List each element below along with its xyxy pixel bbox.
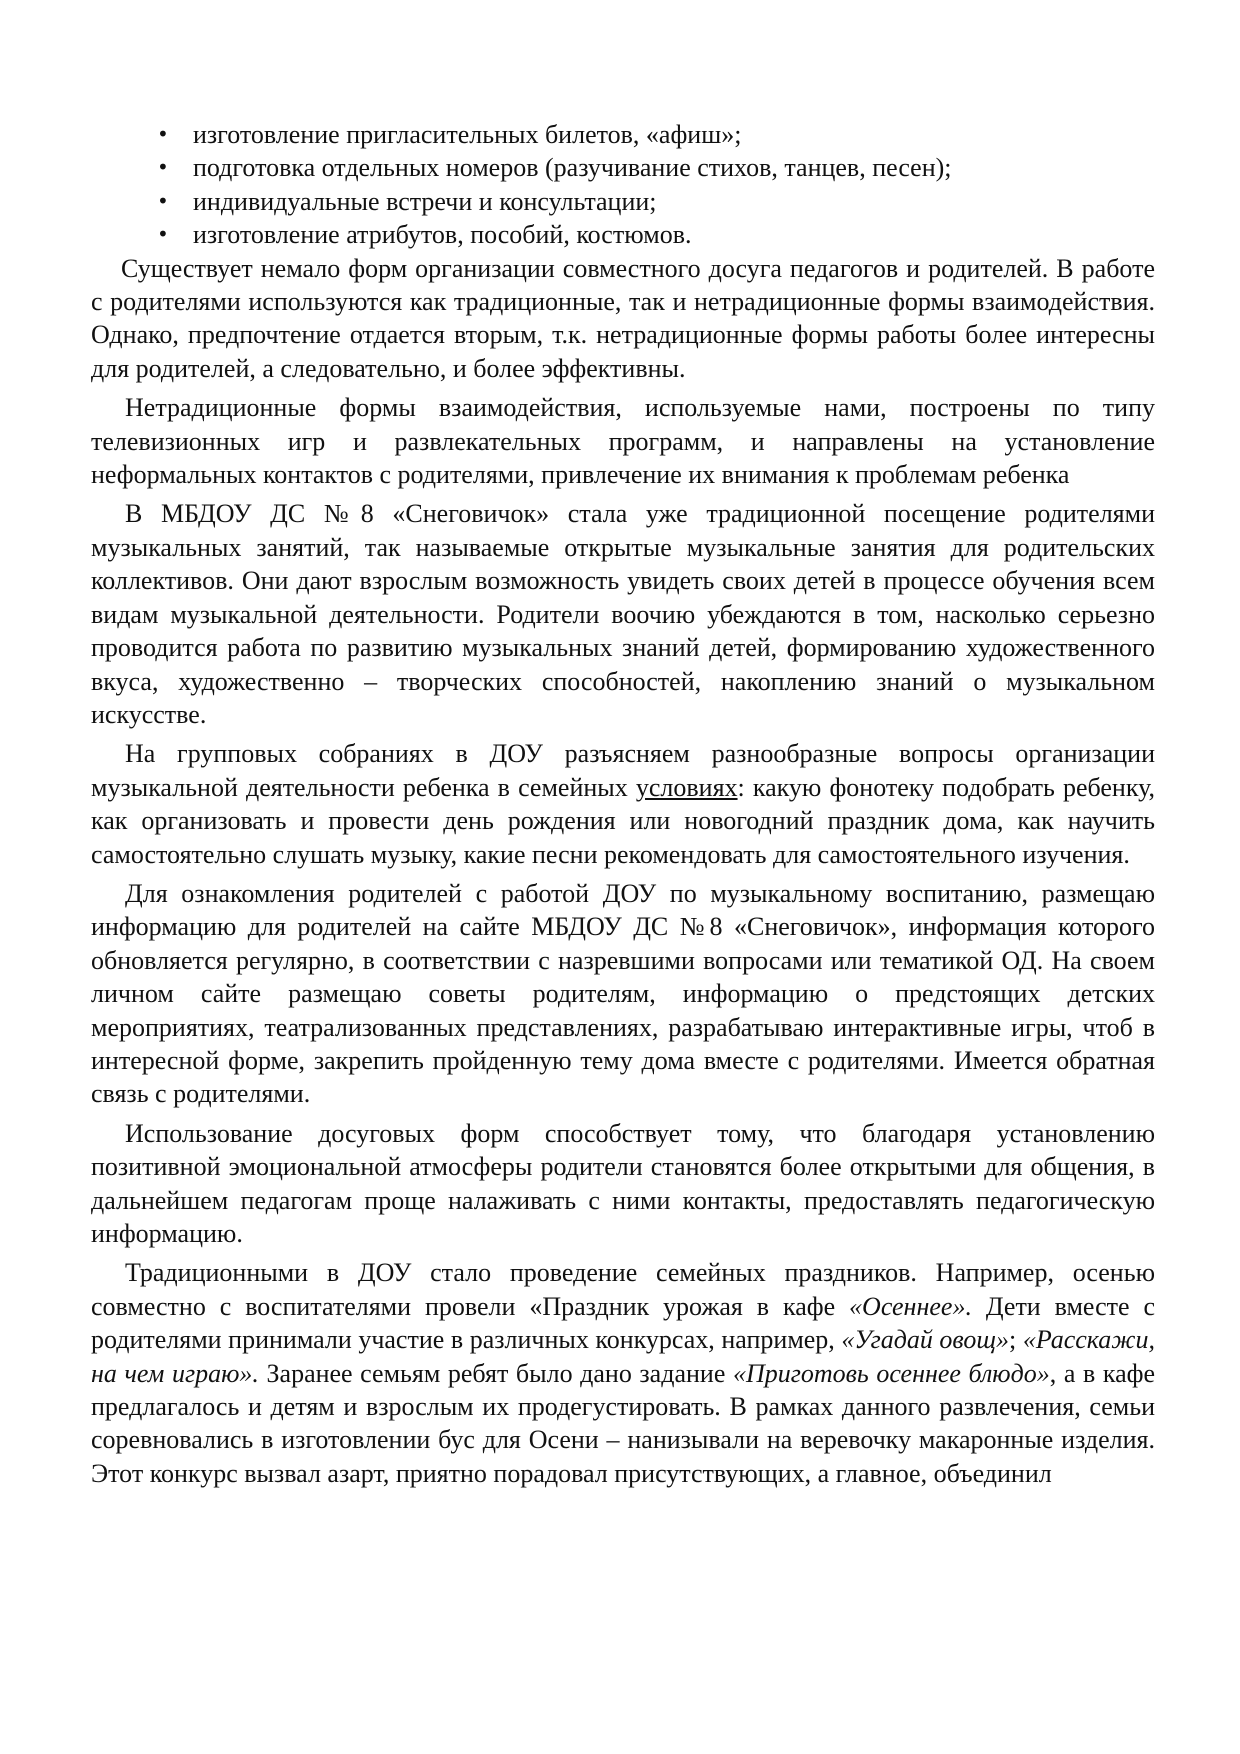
paragraph-website-info: Для ознакомления родителей с работой ДОУ по музыкальному воспитанию, размещаю информацию для родителей на сайте МБДОУ ДС №8 «Снеговичок», информация которого обновляется регулярно, в соответствии с назревшими вопросами или тематикой ОД. На своем личном сайте размещаю советы родителям, информацию о предстоящих детских мероприятиях, театрализованных представлениях, разрабатываю интерактивные игры, чтоб в интересной форме, закрепить пройденную тему дома вместе с родителями. Имеется обратная связь с родителями. bbox=[91, 878, 1155, 1109]
paragraph-leisure-usage: Использование досуговых форм способствует тому, что благодаря установлению позитивной эмоциональной атмосферы родители становятся более открытыми для общения, в дальнейшем педагогам проще налаживать с ними контакты, предоставлять педагогическую информацию. bbox=[91, 1118, 1155, 1248]
list-item: • индивидуальные встречи и консультации; bbox=[91, 185, 1155, 218]
paragraph-nontraditional-forms: Нетрадиционные формы взаимодействия, используемые нами, построены по типу телевизионных игр и развлекательных программ, и направлены на установление неформальных контактов с родителями, привлечение их внимания к проблемам ребенка bbox=[91, 393, 1155, 490]
italic-title: «Осеннее». bbox=[849, 1291, 972, 1321]
list-item: • изготовление пригласительных билетов, «афиш»; bbox=[91, 118, 1155, 151]
bullet-list bbox=[91, 118, 1155, 252]
page-content bbox=[91, 118, 1155, 1496]
paragraph-group-meetings: На групповых собраниях в ДОУ разъясняем разнообразные вопросы организации музыкальной деятельности ребенка в семейных условиях: какую фонотеку подобрать ребенку, как организовать и провести день рождения или новогодний праздник дома, как научить самостоятельно слушать музыку, какие песни рекомендовать для самостоятельного изучения. bbox=[91, 739, 1156, 869]
italic-title: «Угадай овощ» bbox=[841, 1325, 1010, 1355]
italic-title: «Расскажи, на чем играю». bbox=[91, 1325, 1155, 1388]
italic-title: «Приготовь осеннее блюдо» bbox=[732, 1358, 1050, 1388]
paragraph-leisure-forms: Существует немало форм организации совместного досуга педагогов и родителей. В работе с родителями используются как традиционные, так и нетрадиционные формы взаимодействия. Однако, предпочтение отдается вторым, т.к. нетрадиционные формы работы более интересны для родителей, а следовательно, и более эффективны. bbox=[91, 253, 1155, 383]
list-item: • изготовление атрибутов, пособий, костюмов. bbox=[91, 218, 1155, 251]
paragraph-open-lessons: В МБДОУ ДС №8 «Снеговичок» стала уже традиционной посещение родителями музыкальных занятий, так называемые открытые музыкальные занятия для родительских коллективов. Они дают взрослым возможность увидеть своих детей в процессе обучения всем видам музыкальной деятельности. Родители воочию убеждаются в том, насколько серьезно проводится работа по развитию музыкальных знаний детей, формированию художественного вкуса, художественно – творческих способностей, накоплению знаний о музыкальном искусстве. bbox=[91, 499, 1155, 729]
bullet-icon: • bbox=[157, 122, 169, 146]
paragraph-family-holidays: Традиционными в ДОУ стало проведение семейных праздников. Например, осенью совместно с воспитателями провели «Праздник урожая в кафе «Осеннее». Дети вместе с родителями принимали участие в различных конкурсах, например, «Угадай овощ»; «Расскажи, на чем играю». Заранее семьям ребят было дано задание «Приготовь осеннее блюдо», а в кафе предлагалось и детям и взрослым их продегустировать. В рамках данного развлечения, семьи соревновались в изготовлении бус для Осени – нанизывали на веревочку макаронные изделия. Этот конкурс вызвал азарт, приятно порадовал присутствующих, а главное, объединил bbox=[91, 1258, 1155, 1488]
bullet-icon: • bbox=[157, 155, 169, 180]
bullet-icon: • bbox=[157, 188, 169, 213]
underlined-word: условиях bbox=[635, 772, 738, 802]
bullet-icon: • bbox=[157, 222, 169, 247]
list-item: • подготовка отдельных номеров (разучивание стихов, танцев, песен); bbox=[91, 151, 1155, 184]
